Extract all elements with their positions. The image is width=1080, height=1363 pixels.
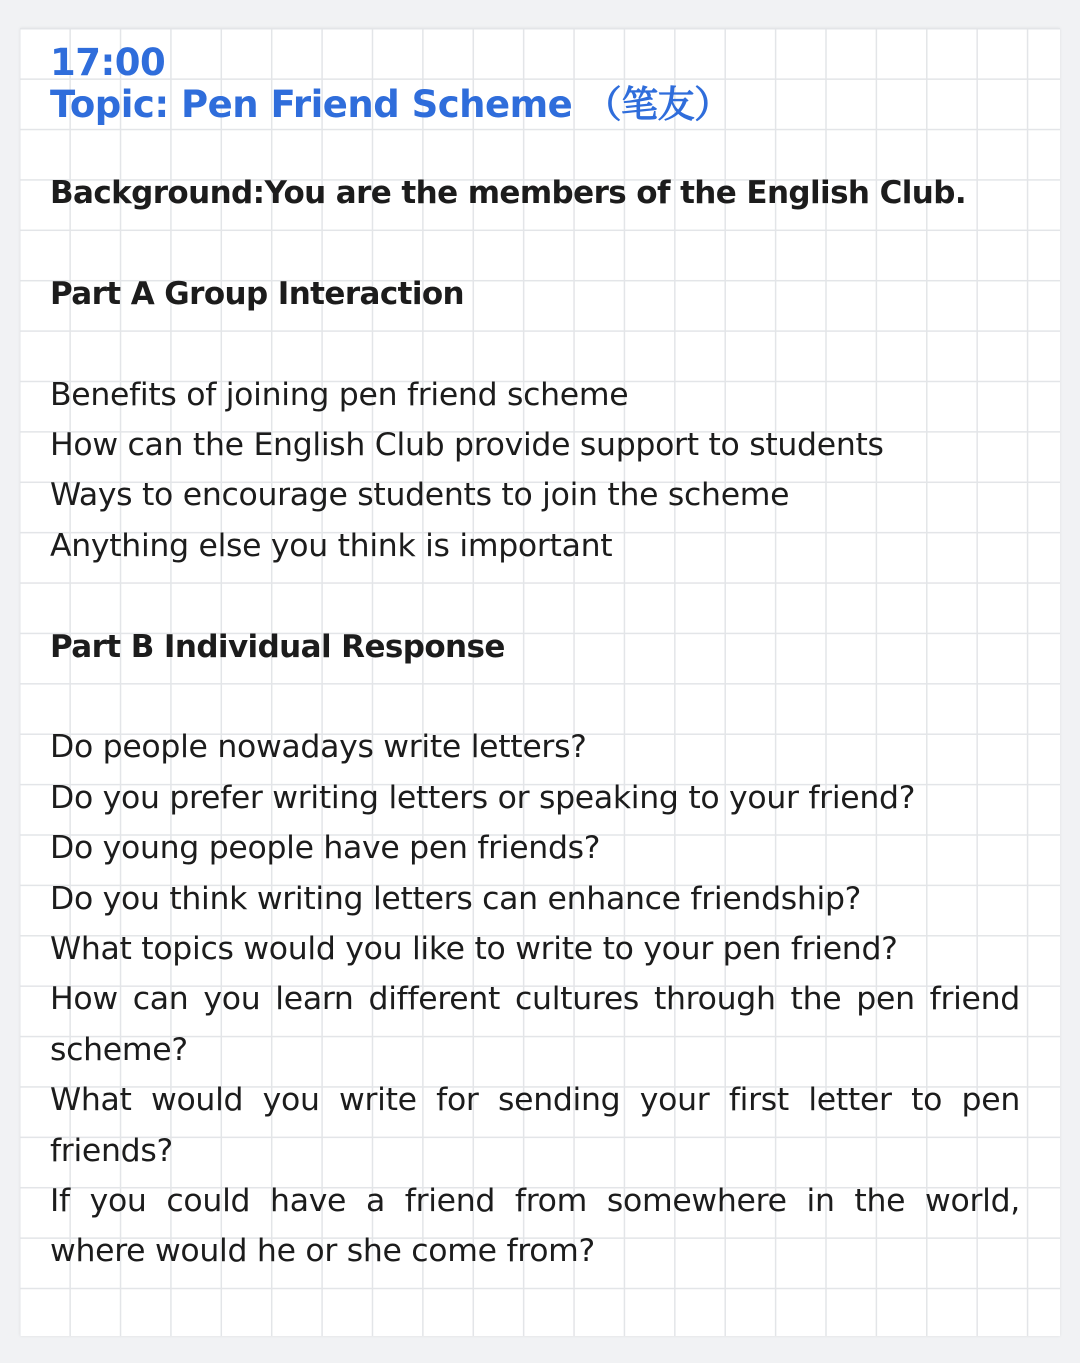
part-b-item-2: Do you prefer writing letters or speaking to your friend? xyxy=(50,779,916,816)
document-content xyxy=(50,42,1020,1277)
part-b-item-1: Do people nowadays write letters? xyxy=(50,729,587,766)
grid-paper-sheet xyxy=(20,28,1060,1336)
part-a-item-4: Anything else you think is important xyxy=(50,527,613,564)
part-a-item-1: Benefits of joining pen friend scheme xyxy=(50,376,629,413)
spacer xyxy=(50,571,1020,621)
part-a-item-3: Ways to encourage students to join the scheme xyxy=(50,477,790,514)
part-a-heading: Part A Group Interaction xyxy=(50,275,465,312)
part-b-item-7: What would you write for sending your first letter to pen friends? xyxy=(50,1082,1020,1169)
spacer xyxy=(50,319,1020,369)
part-b-item-6: How can you learn different cultures through the pen friend scheme? xyxy=(50,981,1020,1068)
spacer xyxy=(50,126,1020,168)
part-b-item-3: Do young people have pen friends? xyxy=(50,830,601,867)
background-text: Background:You are the members of the English Club. xyxy=(50,175,967,211)
topic-title: Topic: Pen Friend Scheme （笔友） xyxy=(50,83,731,126)
part-b-item-4: Do you think writing letters can enhance friendship? xyxy=(50,880,862,917)
part-b-item-5: What topics would you like to write to your pen friend? xyxy=(50,931,898,968)
part-b-heading: Part B Individual Response xyxy=(50,628,505,665)
spacer xyxy=(50,672,1020,722)
part-a-item-2: How can the English Club provide support to students xyxy=(50,427,884,463)
time-label: 17:00 xyxy=(50,41,166,84)
part-b-item-8: If you could have a friend from somewhere in the world, where would he or she come from? xyxy=(50,1183,1020,1270)
spacer xyxy=(50,218,1020,268)
